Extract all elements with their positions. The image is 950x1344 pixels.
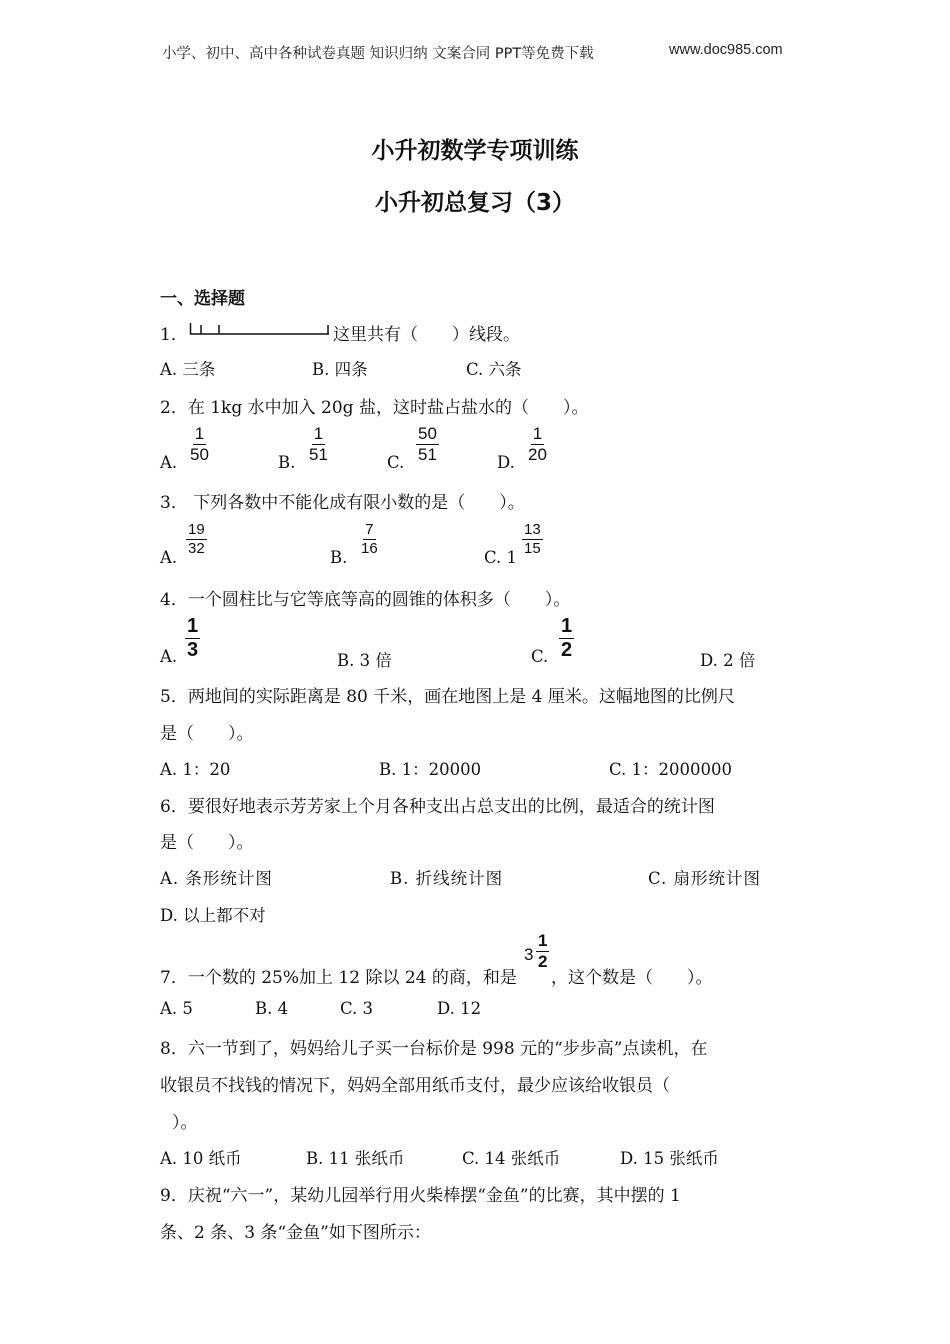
fraction-numerator: 7 <box>365 521 374 538</box>
fraction-numerator: 1 <box>561 615 573 637</box>
fraction-numerator: 1 <box>194 424 205 443</box>
q4-option-a-fraction <box>185 616 200 661</box>
q5-option-a: A. 1：20 <box>160 760 231 779</box>
question-7-text-before: 7．一个数的 25%加上 12 除以 24 的商，和是 <box>160 968 517 988</box>
question-2-text: 2．在 1kg 水中加入 20g 盐，这时盐占盐水的（ ）。 <box>160 398 589 418</box>
fraction-numerator: 50 <box>418 424 437 443</box>
q7-option-d: D. 12 <box>437 999 482 1018</box>
question-6-line-1: 6．要很好地表示芳芳家上个月各种支出占总支出的比例，最适合的统计图 <box>160 797 715 817</box>
fraction-denominator: 16 <box>361 539 378 557</box>
fraction-denominator: 20 <box>528 444 547 464</box>
q7-mixed-number-fraction <box>536 932 549 971</box>
question-8-line-1: 8．六一节到了，妈妈给儿子买一台标价是 998 元的“步步高”点读机，在 <box>160 1039 708 1059</box>
question-5-line-2: 是（ ）。 <box>160 724 254 744</box>
q3-option-a-label: A. <box>160 548 178 567</box>
page-title: 小升初数学专项训练 <box>371 138 579 164</box>
q3-option-a-fraction <box>186 522 207 557</box>
question-3-text: 3． 下列各数中不能化成有限小数的是（ ）。 <box>160 493 525 513</box>
line-segment-figure <box>189 322 331 336</box>
q4-option-b: B. 3 倍 <box>337 651 392 670</box>
q8-option-c: C. 14 张纸币 <box>462 1149 561 1168</box>
q7-option-a: A. 5 <box>160 999 193 1018</box>
q2-option-d-fraction <box>526 425 549 464</box>
q6-option-a: A. 条形统计图 <box>160 869 273 888</box>
q4-option-c-fraction <box>559 616 574 661</box>
question-8-line-2: 收银员不找钱的情况下，妈妈全部用纸币支付，最少应该给收银员（ <box>160 1076 670 1096</box>
q1-option-a: A. 三条 <box>160 360 216 379</box>
q2-option-d-label: D. <box>497 453 515 472</box>
q5-option-b: B. 1：20000 <box>379 760 482 779</box>
fraction-denominator: 51 <box>418 444 437 464</box>
fraction-numerator: 1 <box>538 931 548 950</box>
fraction-numerator: 19 <box>188 521 205 538</box>
page-subtitle: 小升初总复习（3） <box>374 190 575 216</box>
q1-option-c: C. 六条 <box>466 360 522 379</box>
question-1-text: 这里共有（ ）线段。 <box>333 325 520 345</box>
q2-option-a-label: A. <box>160 453 178 472</box>
fraction-numerator: 13 <box>524 521 541 538</box>
q1-option-b: B. 四条 <box>312 360 368 379</box>
q8-option-d: D. 15 张纸币 <box>620 1149 719 1168</box>
q2-option-b-label: B. <box>278 453 296 472</box>
q8-option-b: B. 11 张纸币 <box>306 1149 405 1168</box>
question-8-line-3: ）。 <box>172 1113 198 1133</box>
fraction-denominator: 15 <box>524 539 541 557</box>
q5-option-c: C. 1：2000000 <box>609 760 733 779</box>
q4-option-d: D. 2 倍 <box>700 651 756 670</box>
fraction-denominator: 51 <box>309 444 328 464</box>
fraction-numerator: 1 <box>532 424 543 443</box>
question-6-line-2: 是（ ）。 <box>160 833 254 853</box>
fraction-denominator: 2 <box>538 951 548 971</box>
q7-mixed-number-whole: 3 <box>524 945 534 964</box>
q6-option-b: B. 折线统计图 <box>390 869 504 888</box>
fraction-denominator: 3 <box>187 639 199 661</box>
question-7-text-after: ，这个数是（ ）。 <box>551 968 713 988</box>
q3-option-c-label: C. 1 <box>484 548 518 567</box>
q3-option-c-fraction <box>522 522 543 557</box>
question-9-line-1: 9．庆祝“六一”，某幼儿园举行用火柴棒摆“金鱼”的比赛，其中摆的 1 <box>160 1186 681 1206</box>
header-left-text: 小学、初中、高中各种试卷真题 知识归纳 文案合同 PPT等免费下载 <box>162 46 594 62</box>
q3-option-b-fraction <box>359 522 380 557</box>
fraction-numerator: 1 <box>313 424 324 443</box>
question-1-number: 1． <box>160 325 188 345</box>
q7-option-c: C. 3 <box>340 999 374 1018</box>
fraction-denominator: 50 <box>190 444 209 464</box>
header-website: www.doc985.com <box>669 42 783 58</box>
q2-option-c-label: C. <box>387 453 405 472</box>
q3-option-b-label: B. <box>330 548 348 567</box>
q6-option-d: D. 以上都不对 <box>160 906 266 925</box>
q2-option-b-fraction <box>307 425 330 464</box>
q7-option-b: B. 4 <box>255 999 289 1018</box>
q2-option-c-fraction <box>416 425 439 464</box>
q4-option-c-label: C. <box>531 647 549 666</box>
question-4-text: 4．一个圆柱比与它等底等高的圆锥的体积多（ ）。 <box>160 590 571 610</box>
q8-option-a: A. 10 纸币 <box>160 1149 242 1168</box>
q6-option-c: C. 扇形统计图 <box>648 869 762 888</box>
fraction-denominator: 32 <box>188 539 205 557</box>
fraction-numerator: 1 <box>187 615 199 637</box>
q4-option-a-label: A. <box>160 647 178 666</box>
question-5-line-1: 5．两地间的实际距离是 80 千米，画在地图上是 4 厘米。这幅地图的比例尺 <box>160 687 735 707</box>
section-heading-choice: 一、选择题 <box>160 289 245 309</box>
q2-option-a-fraction <box>188 425 211 464</box>
question-9-line-2: 条、2 条、3 条“金鱼”如下图所示： <box>160 1223 431 1243</box>
fraction-denominator: 2 <box>561 639 573 661</box>
